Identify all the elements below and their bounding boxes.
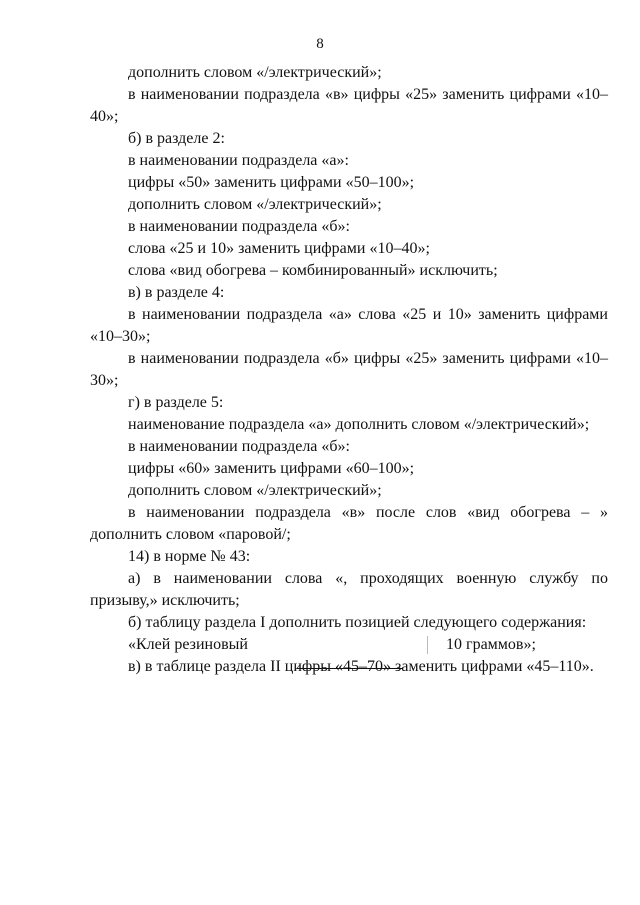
paragraph: в наименовании подраздела «б»: xyxy=(128,218,350,235)
table-item-cell: «Клей резиновый xyxy=(128,636,248,653)
paragraph: слова «25 и 10» заменить цифрами «10–40»; xyxy=(128,240,430,257)
paragraph: дополнить словом «/электрический»; xyxy=(128,64,382,81)
page-number: 8 xyxy=(316,36,324,52)
paragraph: дополнить словом «/электрический»; xyxy=(128,196,382,213)
paragraph: в наименовании подраздела «а» слова «25 и 10» заменить цифрами «10–30»; xyxy=(90,306,608,345)
paragraph: в наименовании подраздела «в» цифры «25» заменить цифрами «10–40»; xyxy=(90,86,608,125)
table-column-separator xyxy=(408,634,446,656)
paragraph: цифры «60» заменить цифрами «60–100»; xyxy=(128,460,415,477)
paragraph: 14) в норме № 43: xyxy=(128,548,251,565)
paragraph: в наименовании подраздела «б» цифры «25» заменить цифрами «10–30»; xyxy=(90,350,608,389)
paragraph: а) в наименовании слова «, проходящих военную службу по призыву,» исключить; xyxy=(90,570,608,609)
paragraph: в) в разделе 4: xyxy=(128,284,225,301)
paragraph: наименование подраздела «а» дополнить словом «/электрический»; xyxy=(128,416,590,433)
paragraph: в) в таблице раздела II цифры «45–70» заменить цифрами «45–110». xyxy=(128,658,594,675)
end-separator-line xyxy=(297,668,403,669)
paragraph: б) таблицу раздела I дополнить позицией следующего содержания: xyxy=(128,614,587,631)
table-row xyxy=(90,634,608,656)
paragraph: слова «вид обогрева – комбинированный» исключить; xyxy=(128,262,498,279)
paragraph: в наименовании подраздела «б»: xyxy=(128,438,350,455)
paragraph: дополнить словом «/электрический»; xyxy=(128,482,382,499)
paragraph: б) в разделе 2: xyxy=(128,130,225,147)
paragraph: в наименовании подраздела «а»: xyxy=(128,152,349,169)
table-amount-cell: 10 граммов»; xyxy=(446,636,536,653)
paragraph: в наименовании подраздела «в» после слов «вид обогрева – » дополнить словом «паровой/; xyxy=(90,504,608,543)
paragraph: цифры «50» заменить цифрами «50–100»; xyxy=(128,174,415,191)
document-body xyxy=(90,62,608,678)
paragraph: г) в разделе 5: xyxy=(128,394,224,411)
